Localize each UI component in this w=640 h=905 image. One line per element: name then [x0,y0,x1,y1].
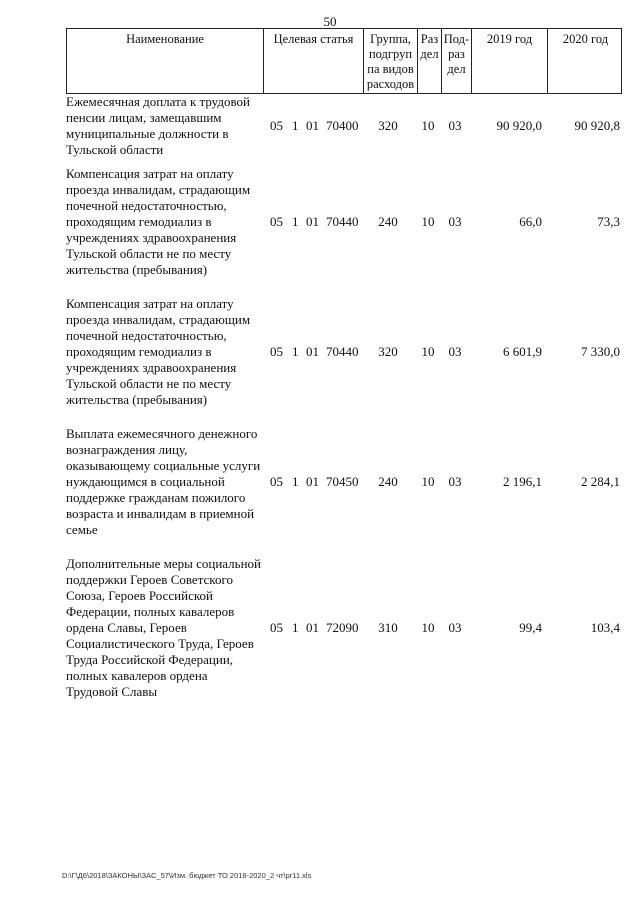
section-code: 10 [421,214,435,229]
value-2019: 66,0 [519,214,542,229]
target-part-4: 70400 [326,118,359,133]
header-subsection-line: раз [448,47,465,61]
subsection-code: 03 [448,620,462,635]
value-2019: 6 601,9 [503,344,542,359]
header-year-2019: 2019 год [471,29,547,93]
subsection-code: 03 [448,474,462,489]
target-part-4: 70450 [326,474,359,489]
table-row [66,166,622,278]
group-code: 310 [378,620,398,635]
row-name: Ежемесячная доплата к трудовой пенсии лицам, замещавшим муниципальные должности в Тульской области [66,94,250,157]
target-part-4: 70440 [326,214,359,229]
section-code: 10 [421,620,435,635]
page-number: 50 [323,14,337,29]
subsection-code: 03 [448,214,462,229]
value-2020: 73,3 [597,214,620,229]
table-row [66,556,622,706]
group-code: 320 [378,118,398,133]
value-2019: 99,4 [519,620,542,635]
table-row [66,426,622,538]
target-part-2: 1 [292,214,299,229]
target-part-3: 01 [306,118,319,133]
row-name: Выплата ежемесячного денежного вознаграждения лицу, оказывающему социальные услуги нуждающимся в социальной поддержке гражданам пожилого возраста и инвалидам в приемной семье [66,426,261,537]
header-target: Целевая статья [263,29,363,93]
header-subsection [441,29,471,93]
target-part-1: 05 [270,118,283,133]
value-2020: 2 284,1 [581,474,620,489]
row-name: Компенсация затрат на оплату проезда инвалидам, страдающим почечной недостаточностью, проходящим гемодиализ в учреждениях здравоохранения Тульской области не по месту жительства (пребывания) [66,296,251,407]
target-part-3: 01 [306,474,319,489]
target-part-1: 05 [270,344,283,359]
header-group-line: Группа, [370,32,411,46]
target-part-3: 01 [306,214,319,229]
header-section-line: дел [420,47,439,61]
header-group-line: расходов [366,77,415,91]
value-2020: 90 920,8 [574,118,620,133]
group-code: 240 [378,214,398,229]
target-part-2: 1 [292,474,299,489]
section-code: 10 [421,344,435,359]
group-code: 240 [378,474,398,489]
subsection-code: 03 [448,118,462,133]
target-part-1: 05 [270,214,283,229]
row-name: Компенсация затрат на оплату проезда инвалидам, страдающим почечной недостаточностью, проходящим гемодиализ в учреждениях здравоохранения Тульской области не по месту жительства (пребывания) [66,166,251,277]
section-code: 10 [421,118,435,133]
table-row [66,94,622,158]
target-part-3: 01 [306,620,319,635]
header-name: Наименование [126,32,204,46]
value-2019: 90 920,0 [496,118,542,133]
header-group [363,29,417,93]
header-subsection-line: Под- [443,32,470,46]
target-part-2: 1 [292,344,299,359]
group-code: 320 [378,344,398,359]
target-part-4: 70440 [326,344,359,359]
target-part-2: 1 [292,620,299,635]
table-header [66,28,622,94]
value-2020: 103,4 [590,620,620,635]
header-section [417,29,441,93]
value-2020: 7 330,0 [581,344,620,359]
file-path-footer: D:\Г\Д6\2018\ЗАКОНЫ\ЗАС_57\Изм. бюджет ТО 2018-2020_2 чт\pr11.xls [62,871,312,880]
target-part-1: 05 [270,474,283,489]
value-2019: 2 196,1 [503,474,542,489]
target-part-4: 72090 [326,620,359,635]
section-code: 10 [421,474,435,489]
header-section-line: Раз [420,32,439,46]
row-name: Дополнительные меры социальной поддержки Героев Советского Союза, Героев Российской Федерации, полных кавалеров ордена Славы, Героев Социалистического Труда, Героев Труда Российской Федерации, полных кавалеров ордена Трудовой Славы [66,556,262,699]
header-subsection-line: дел [447,62,466,76]
table-row [66,296,622,408]
subsection-code: 03 [448,344,462,359]
target-part-3: 01 [306,344,319,359]
header-year-2020: 2020 год [547,29,623,93]
header-group-line: подгруп [368,47,413,61]
target-part-1: 05 [270,620,283,635]
target-part-2: 1 [292,118,299,133]
header-group-line: па видов [367,62,414,76]
